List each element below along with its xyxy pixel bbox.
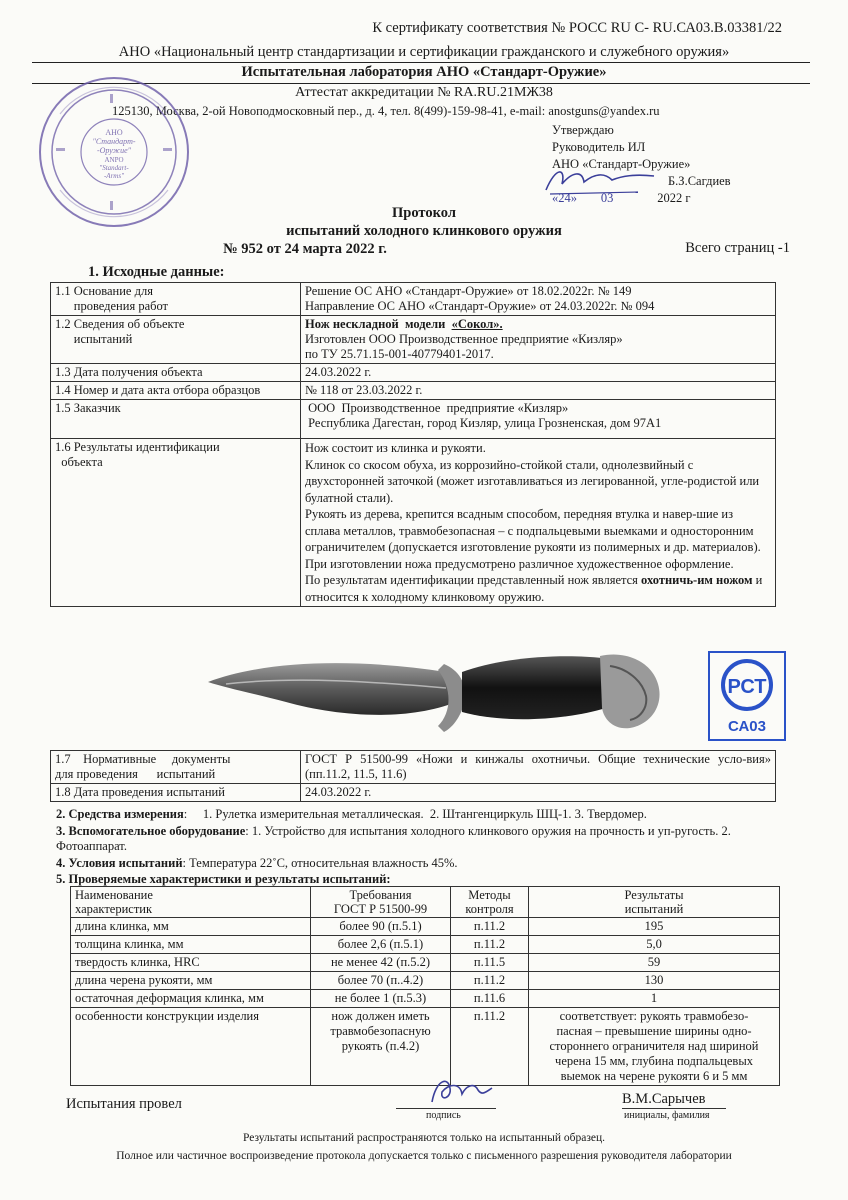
table-cell: п.11.2 xyxy=(451,918,529,936)
section-heading: 5. Проверяемые характеристики и результаты испытаний: xyxy=(56,872,391,886)
table-cell: № 118 от 23.03.2022 г. xyxy=(301,382,776,400)
approval-year: 2022 г xyxy=(657,191,691,205)
table-cell: длина клинка, мм xyxy=(71,918,311,936)
table-cell: 1.8 Дата проведения испытаний xyxy=(51,784,301,802)
table-row xyxy=(51,784,776,802)
organization-name: АНО «Национальный центр стандартизации и сертификации гражданского и служебного оружия» xyxy=(118,44,730,60)
inspector-name: В.М.Сарычев xyxy=(622,1091,706,1107)
model-name: «Сокол». xyxy=(451,317,503,331)
stamp-text: "Standart- xyxy=(99,164,129,172)
table-cell: 5,0 xyxy=(529,936,780,954)
table-row xyxy=(51,439,776,607)
table-cell: ГОСТ Р 51500-99 «Ножи и кинжалы охотничьи. Общие технические усло-вия» (пп.11.2, 11.5, 11.6) xyxy=(301,751,776,784)
table-row xyxy=(71,972,780,990)
table-cell: п.11.5 xyxy=(451,954,529,972)
header-divider xyxy=(32,62,810,63)
footer-note: Результаты испытаний распространяются только на испытанный образец. xyxy=(242,1132,606,1144)
table-row xyxy=(51,364,776,382)
table-cell: твердость клинка, HRC xyxy=(71,954,311,972)
table-cell: Нож нескладной модели «Сокол». Изготовлен ООО Производственное предприятие «Кизляр» по ТУ 25.71.15-001-40779401-2017. xyxy=(301,316,776,364)
table-row xyxy=(51,751,776,784)
table-cell: 1.5 Заказчик xyxy=(51,400,301,439)
table-cell: Нож состоит из клинка и рукояти. Клинок со скосом обуха, из коррозийно-стойкой стали, однолезвийный с двухсторонней заточкой (может изготавливаться из легированной, угле-родистой или булатной стали). Рукоять из дерева, крепится всадным способом, передняя втулка и навер-шие из сплава металлов, травмобезопасная – с подпальцевыми выемками и односторонним ограничителем (допускается изготовление рукояти из полимерных и др. материалов). При изготовлении ножа предусмотрено различное художественное оформление. По результатам идентификации представленный нож является охотничь-им ножом и относится к холодному клинковому оружию. xyxy=(301,439,776,607)
table-cell: не более 1 (п.5.3) xyxy=(311,990,451,1008)
title-line: испытаний холодного клинкового оружия xyxy=(286,223,562,239)
gost-code: СА03 xyxy=(728,718,766,735)
table-cell: п.11.2 xyxy=(451,972,529,990)
table-cell: 24.03.2022 г. xyxy=(301,364,776,382)
signature-line xyxy=(396,1108,496,1109)
table-row xyxy=(51,400,776,439)
table-cell: 1.7 Нормативные документы для проведения испытаний xyxy=(51,751,301,784)
initials-line xyxy=(622,1108,726,1109)
approval-line: Руководитель ИЛ xyxy=(552,140,646,154)
stamp-text: "Стандарт- xyxy=(92,137,136,146)
table-cell: соответствует: рукоять травмобезо- пасная – превышение ширины одно- стороннего ограничителя над шириной черена 15 мм, глубина подпальцевых выемок на черене рукояти 6 и 5 мм xyxy=(529,1008,780,1086)
initials-caption: инициалы, фамилия xyxy=(624,1110,710,1121)
stamp-text: АНО xyxy=(105,128,123,137)
approval-line: АНО «Стандарт-Оружие» xyxy=(552,157,691,171)
stamp-text: -Оружие" xyxy=(96,146,132,155)
table-cell: толщина клинка, мм xyxy=(71,936,311,954)
column-header: Методы контроля xyxy=(451,887,529,918)
page-count: Всего страниц -1 xyxy=(685,240,790,256)
table-cell: длина черена рукояти, мм xyxy=(71,972,311,990)
table-row xyxy=(51,283,776,316)
approver-name: Б.З.Сагдиев xyxy=(668,174,731,188)
section-heading: 1. Исходные данные: xyxy=(88,264,225,280)
stamp-text: ANPO xyxy=(104,156,124,164)
table-cell: более 70 (п..4.2) xyxy=(311,972,451,990)
approver-signature xyxy=(542,162,662,202)
table-row xyxy=(51,382,776,400)
laboratory-name: Испытательная лаборатория АНО «Стандарт-Оружие» xyxy=(241,64,607,80)
table-cell: 24.03.2022 г. xyxy=(301,784,776,802)
table-row xyxy=(71,1008,780,1086)
table-row xyxy=(71,918,780,936)
title-line: Протокол xyxy=(392,205,456,221)
approval-day: «24» xyxy=(552,191,577,205)
table-row xyxy=(71,954,780,972)
approval-month: 03 xyxy=(600,191,614,205)
table-cell: 1.4 Номер и дата акта отбора образцов xyxy=(51,382,301,400)
table-cell: п.11.2 xyxy=(451,1008,529,1086)
table-cell: 1.1 Основание для проведения работ xyxy=(51,283,301,316)
conducted-by-label: Испытания провел xyxy=(66,1096,182,1112)
table-cell: 130 xyxy=(529,972,780,990)
table-cell: 1.2 Сведения об объекте испытаний xyxy=(51,316,301,364)
table-cell: остаточная деформация клинка, мм xyxy=(71,990,311,1008)
footer-note: Полное или частичное воспроизведение протокола допускается только с письменного разрешения руководителя лаборатории xyxy=(116,1150,732,1162)
object-name: Нож нескладной модели xyxy=(305,317,452,331)
table-cell: особенности конструкции изделия xyxy=(71,1008,311,1086)
table-cell: не менее 42 (п.5.2) xyxy=(311,954,451,972)
results-table xyxy=(70,886,780,1086)
column-header: Требования ГОСТ Р 51500-99 xyxy=(311,887,451,918)
test-conditions: 4. Условия испытаний: Температура 22˚С, относительная влажность 45%. xyxy=(56,856,458,870)
normative-table xyxy=(50,750,776,802)
table-cell: ООО Производственное предприятие «Кизляр» Республика Дагестан, город Кизляр, улица Грозненская, дом 97А1 xyxy=(301,400,776,439)
signature-caption: подпись xyxy=(426,1110,461,1121)
table-cell: 1 xyxy=(529,990,780,1008)
table-cell: п.11.2 xyxy=(451,936,529,954)
accreditation: Аттестат аккредитации № RA.RU.21МЖ38 xyxy=(295,85,553,100)
table-cell: 59 xyxy=(529,954,780,972)
table-cell: Решение ОС АНО «Стандарт-Оружие» от 18.02.2022г. № 149 Направление ОС АНО «Стандарт-Оружие» от 24.03.2022г. № 094 xyxy=(301,283,776,316)
table-cell: нож должен иметь травмобезопасную рукоять (п.4.2) xyxy=(311,1008,451,1086)
table-cell: 1.3 Дата получения объекта xyxy=(51,364,301,382)
table-cell: 195 xyxy=(529,918,780,936)
inspector-signature xyxy=(426,1072,496,1110)
table-cell: более 90 (п.5.1) xyxy=(311,918,451,936)
table-row xyxy=(71,990,780,1008)
table-row xyxy=(51,316,776,364)
column-header: Результаты испытаний xyxy=(529,887,780,918)
table-row xyxy=(71,936,780,954)
initial-data-table xyxy=(50,282,776,607)
column-header: Наименование характеристик xyxy=(71,887,311,918)
table-cell: п.11.6 xyxy=(451,990,529,1008)
measuring-instruments: 2. Средства измерения: 1. Рулетка измерительная металлическая. 2. Штангенциркуль ШЦ-1. 3. Твердомер. xyxy=(56,807,647,821)
table-header-row xyxy=(71,887,780,918)
auxiliary-equipment: 3. Вспомогательное оборудование: 1. Устройство для испытания холодного клинкового оружия на прочность и уп-ругость. 2. Фотоаппарат. xyxy=(56,824,731,853)
knife-photo xyxy=(206,642,666,746)
address: 125130, Москва, 2-ой Новоподмосковный пер., д. 4, тел. 8(499)-159-98-41, e-mail: anostguns@yandex.ru xyxy=(112,104,660,118)
approval-line: Утверждаю xyxy=(552,123,614,137)
table-cell: более 2,6 (п.5.1) xyxy=(311,936,451,954)
certificate-reference: К сертификату соответствия № РОСС RU С- RU.СА03.В.03381/22 xyxy=(372,20,782,36)
protocol-number: № 952 от 24 марта 2022 г. xyxy=(223,241,387,257)
gost-logo xyxy=(708,651,786,741)
table-cell: 1.6 Результаты идентификации объекта xyxy=(51,439,301,607)
stamp-text: -Arms" xyxy=(103,172,125,180)
gost-letters: РСТ xyxy=(727,676,767,698)
